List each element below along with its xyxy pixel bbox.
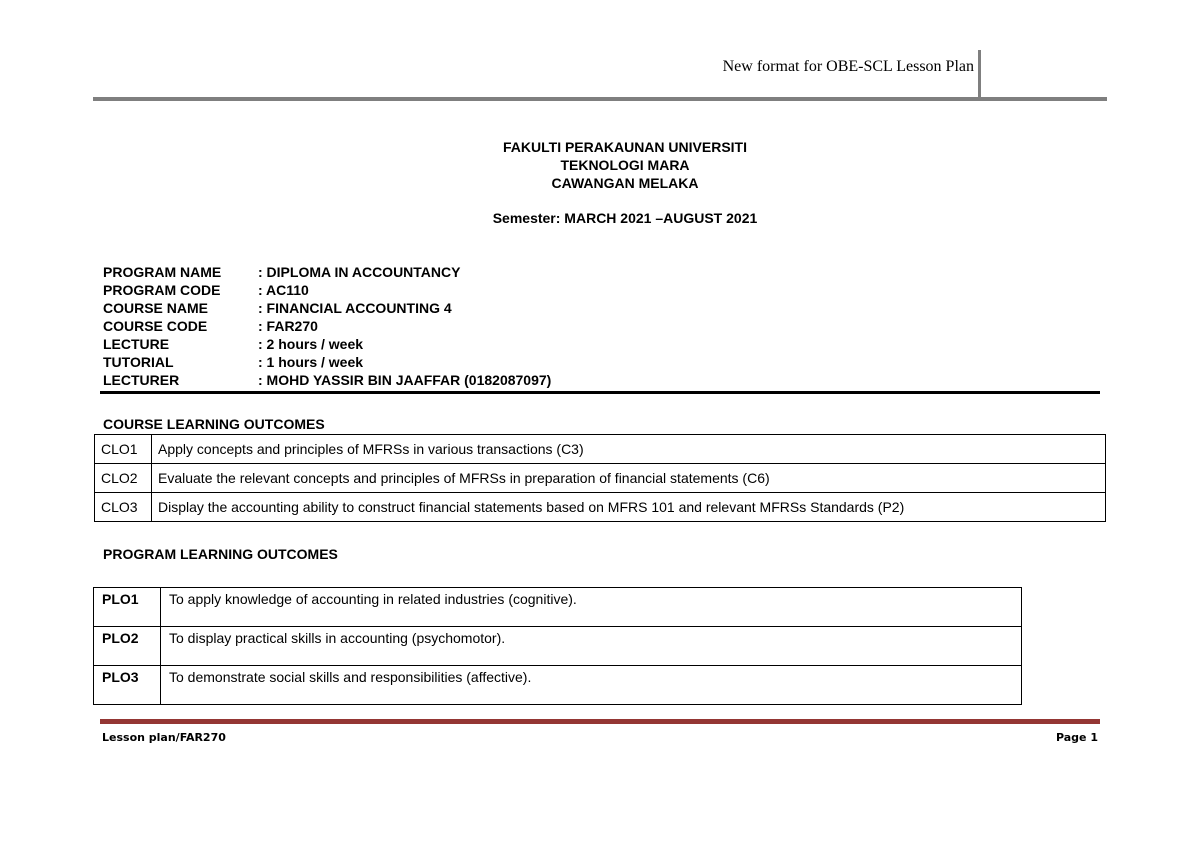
plo-table xyxy=(93,587,1022,705)
info-label: COURSE NAME xyxy=(103,300,209,316)
institution-line-1: FAKULTI PERAKAUNAN UNIVERSITI xyxy=(503,139,747,155)
plo-text: To demonstrate social skills and responsibilities (affective). xyxy=(161,666,1022,705)
table-row xyxy=(95,464,1106,493)
info-value: : MOHD YASSIR BIN JAAFFAR (0182087097) xyxy=(258,372,552,388)
semester-label: Semester: MARCH 2021 –AUGUST 2021 xyxy=(492,210,758,226)
info-row-course-name xyxy=(103,299,551,317)
table-row xyxy=(95,435,1106,464)
info-row-lecture xyxy=(103,335,551,353)
clo-code: CLO3 xyxy=(95,493,152,522)
table-row xyxy=(94,666,1022,705)
info-value: : 1 hours / week xyxy=(258,354,364,370)
info-label: COURSE CODE xyxy=(103,318,208,334)
info-label: PROGRAM NAME xyxy=(103,264,222,280)
clo-code: CLO2 xyxy=(95,464,152,493)
header-divider-vertical xyxy=(978,50,981,100)
footer-page-number: Page 1 xyxy=(1055,731,1098,744)
info-label: LECTURE xyxy=(103,336,170,352)
plo-text: To apply knowledge of accounting in related industries (cognitive). xyxy=(161,588,1022,627)
header-divider-horizontal xyxy=(93,97,1107,101)
plo-section-title: PROGRAM LEARNING OUTCOMES xyxy=(103,546,338,562)
info-value: : DIPLOMA IN ACCOUNTANCY xyxy=(258,264,461,280)
info-divider xyxy=(100,391,1100,394)
clo-code: CLO1 xyxy=(95,435,152,464)
info-label: LECTURER xyxy=(103,372,180,388)
table-row xyxy=(94,627,1022,666)
institution-line-3: CAWANGAN MELAKA xyxy=(551,175,699,191)
plo-text: To display practical skills in accounting (psychomotor). xyxy=(161,627,1022,666)
info-value: : FINANCIAL ACCOUNTING 4 xyxy=(258,300,452,316)
info-value: : AC110 xyxy=(258,282,309,298)
institution-line-2: TEKNOLOGI MARA xyxy=(560,157,690,173)
table-row xyxy=(94,588,1022,627)
info-value: : 2 hours / week xyxy=(258,336,364,352)
clo-text: Evaluate the relevant concepts and principles of MFRSs in preparation of financial statements (C6) xyxy=(152,464,1106,493)
plo-code: PLO2 xyxy=(94,627,161,666)
document-header-title: New format for OBE-SCL Lesson Plan xyxy=(722,58,974,75)
info-row-course-code xyxy=(103,317,551,335)
footer-divider xyxy=(100,719,1100,724)
info-value: : FAR270 xyxy=(258,318,318,334)
clo-text: Display the accounting ability to construct financial statements based on MFRS 101 and relevant MFRSs Standards (P2) xyxy=(152,493,1106,522)
info-label: TUTORIAL xyxy=(103,354,174,370)
course-info-block xyxy=(103,263,551,389)
clo-text: Apply concepts and principles of MFRSs in various transactions (C3) xyxy=(152,435,1106,464)
info-row-tutorial xyxy=(103,353,551,371)
footer-document-label: Lesson plan/FAR270 xyxy=(102,731,226,744)
plo-code: PLO3 xyxy=(94,666,161,705)
plo-code: PLO1 xyxy=(94,588,161,627)
info-label: PROGRAM CODE xyxy=(103,282,221,298)
clo-table xyxy=(94,434,1106,522)
info-row-program-name xyxy=(103,263,551,281)
clo-section-title: COURSE LEARNING OUTCOMES xyxy=(103,416,325,432)
table-row xyxy=(95,493,1106,522)
info-row-program-code xyxy=(103,281,551,299)
info-row-lecturer xyxy=(103,371,551,389)
